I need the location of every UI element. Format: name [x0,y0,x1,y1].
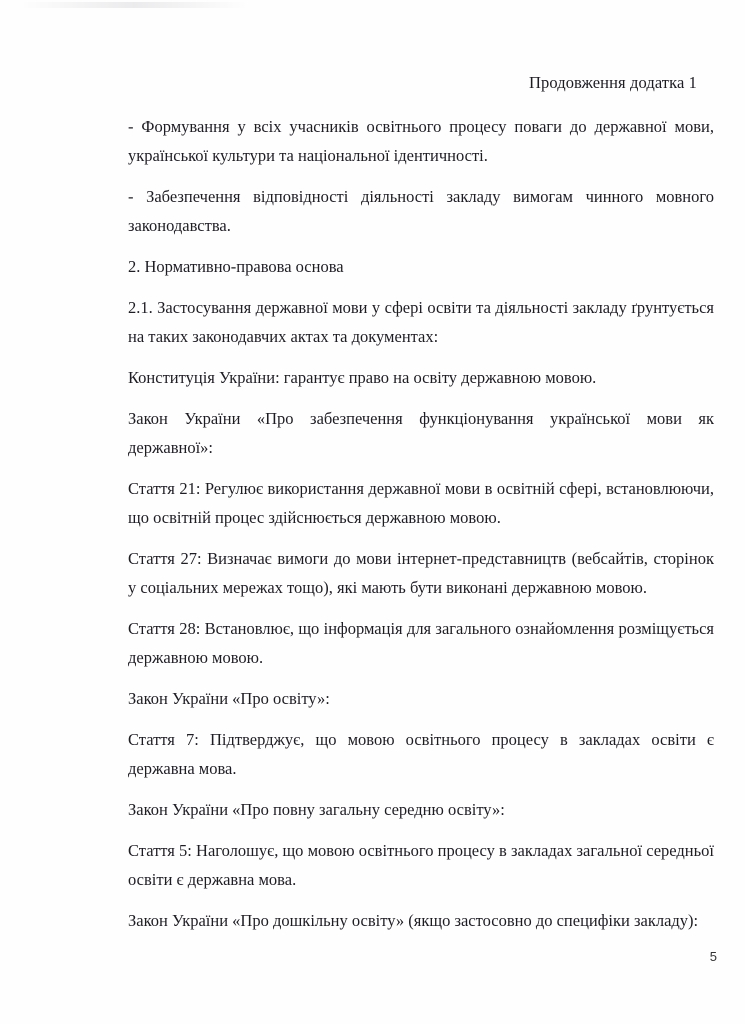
paragraph-2-1: 2.1. Застосування державної мови у сфері освіти та діяльності закладу ґрунтується на таких законодавчих актах та документах: [128,298,714,346]
paragraph-article-7: Стаття 7: Підтверджує, що мовою освітнього процесу в закладах освіти є державна мова. [128,730,714,778]
paragraph-constitution: Конституція України: гарантує право на освіту державною мовою. [128,368,597,387]
paragraph-article-21: Стаття 21: Регулює використання державної мови в освітній сфері, встановлюючи, що освітній процес здійснюється державною мовою. [128,479,714,527]
paragraph-law-state-language: Закон України «Про забезпечення функціонування української мови як державної»: [128,409,714,457]
appendix-continuation-note: Продовження додатка 1 [528,73,697,92]
document-body [128,112,714,947]
paragraph-law-preschool-education: Закон України «Про дошкільну освіту» (якщо застосовно до специфіки закладу): [128,911,699,930]
section-heading-legal-basis: 2. Нормативно-правова основа [128,257,344,276]
paragraph-goal-compliance: - Забезпечення відповідності діяльності закладу вимогам чинного мовного законодавства. [128,187,714,235]
scan-artifact [20,2,248,8]
paragraph-article-28: Стаття 28: Встановлює, що інформація для загального ознайомлення розміщується державною мовою. [128,619,714,667]
paragraph-goal-respect: - Формування у всіх учасників освітнього процесу поваги до державної мови, української культури та національної ідентичності. [128,117,714,165]
paragraph-article-5: Стаття 5: Наголошує, що мовою освітнього процесу в закладах загальної середньої освіти є державна мова. [128,841,714,889]
paragraph-article-27: Стаття 27: Визначає вимоги до мови інтернет-представництв (вебсайтів, сторінок у соціальних мережах тощо), які мають бути виконані державною мовою. [128,549,714,597]
paragraph-law-education: Закон України «Про освіту»: [128,689,330,708]
page-number: 5 [709,949,717,964]
paragraph-law-secondary-education: Закон України «Про повну загальну середню освіту»: [128,800,505,819]
